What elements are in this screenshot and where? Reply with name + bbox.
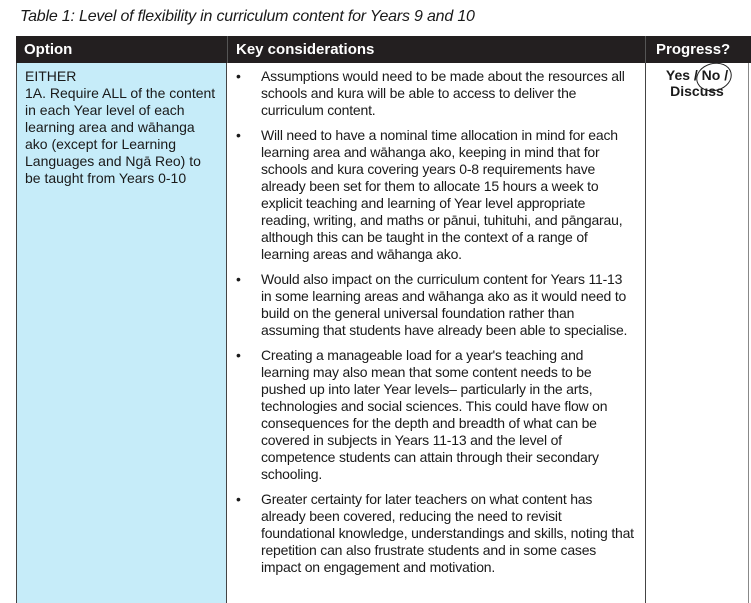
progress-options: Yes / No / <box>665 67 729 83</box>
list-item <box>227 347 635 483</box>
header-option: Option <box>16 36 227 63</box>
header-progress: Progress? <box>645 36 751 63</box>
header-key-considerations: Key considerations <box>227 36 645 63</box>
consideration-text: Will need to have a nominal time allocation in mind for each learning area and wāhanga ako, keeping in mind that for schools and kura covering years 0-8 requirements have already been set for them to allocate 15 hours a week to explicit teaching and learning of Year level appropriate reading, writing, and maths or pānui, tuhituhi, and pāngarau, although this can be taught in the context of a range of learning areas and wāhanga ako. <box>261 127 623 262</box>
option-cell <box>16 63 227 603</box>
progress-discuss: Discuss <box>670 83 724 99</box>
bullet-icon: • <box>236 347 241 363</box>
consideration-text: Greater certainty for later teachers on what content has already been covered, reducing the need to revisit foundational knowledge, understandings and skills, noting that repetition can also frustrate students and in some cases impact on engagement and motivation. <box>261 491 634 575</box>
progress-cell <box>645 63 749 603</box>
table-caption: Table 1: Level of flexibility in curriculum content for Years 9 and 10 <box>20 8 475 25</box>
bullet-icon: • <box>236 271 241 287</box>
bullet-icon: • <box>236 68 241 84</box>
consideration-text: Assumptions would need to be made about the resources all schools and kura will be able to access to deliver the curriculum content. <box>261 68 625 118</box>
list-item <box>227 127 635 263</box>
list-item <box>227 68 635 119</box>
considerations-cell <box>227 63 645 603</box>
bullet-icon: • <box>236 127 241 143</box>
bullet-icon: • <box>236 491 241 507</box>
list-item <box>227 271 635 339</box>
list-item <box>227 491 635 576</box>
consideration-text: Creating a manageable load for a year's teaching and learning may also mean that some content needs to be pushed up into later Year levels– particularly in the arts, technologies and social sciences. This could have flow on consequences for the depth and breadth of what can be covered in subjects in Years 11-13 and the level of competence students can attain through their secondary schooling. <box>261 347 608 482</box>
option-label: EITHER <box>25 68 77 84</box>
flexibility-table <box>16 36 751 596</box>
option-text: 1A. Require ALL of the content in each Year level of each learning area and wāhanga ako (except for Learning Languages and Ngā Reo) to be taught from Years 0-10 <box>25 85 216 186</box>
considerations-list <box>227 68 635 576</box>
consideration-text: Would also impact on the curriculum content for Years 11-13 in some learning areas and wāhanga ako as it would need to build on the general universal foundation rather than assuming that students have already been able to specialise. <box>261 271 628 338</box>
